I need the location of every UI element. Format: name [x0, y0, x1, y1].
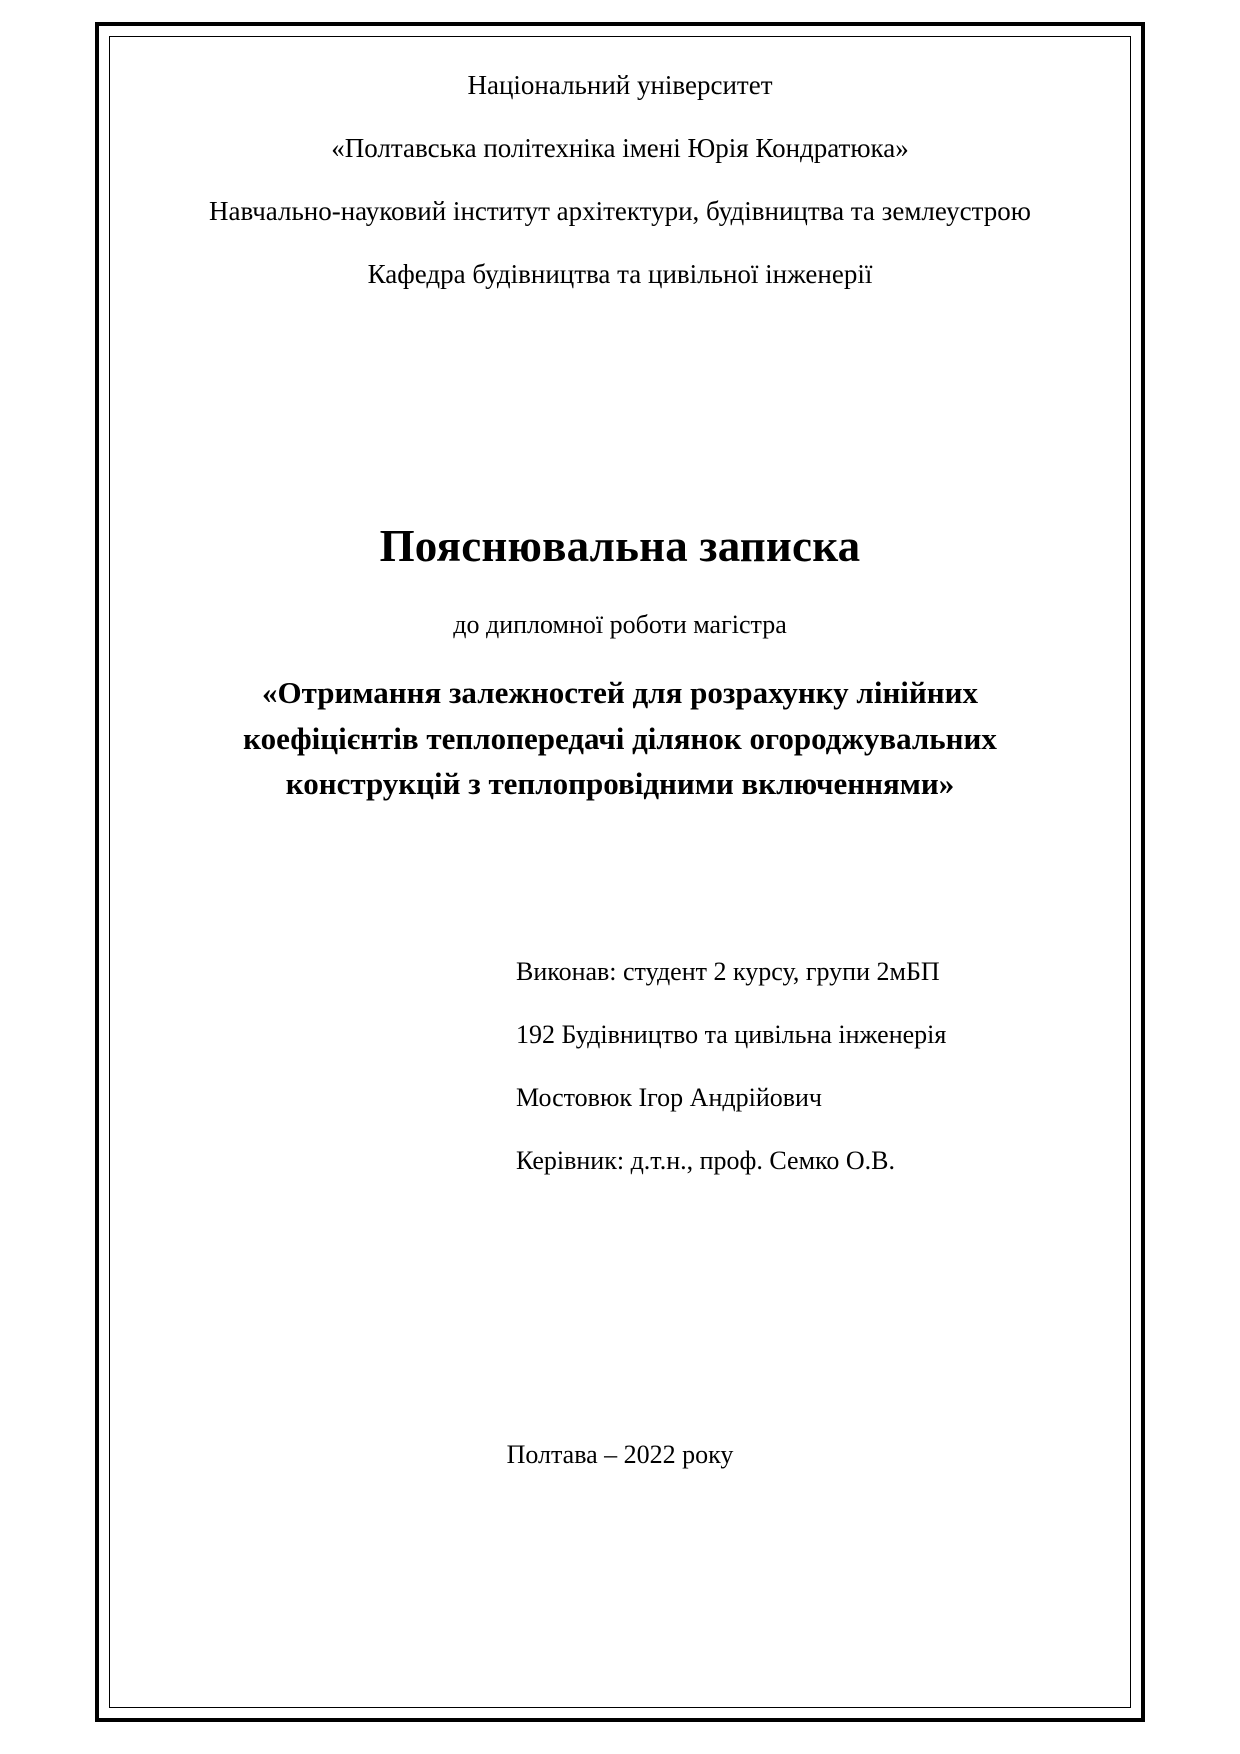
- author-line-supervisor: Керівник: д.т.н., проф. Семко О.В.: [516, 1145, 895, 1175]
- author-line-student-course-group: Виконав: студент 2 курсу, групи 2мБП: [516, 956, 940, 986]
- organization-line-department: Кафедра будівництва та цивільної інженерії: [367, 259, 873, 289]
- footer-place-year: Полтава – 2022 року: [506, 1439, 734, 1469]
- author-line-student-name: Мостовюк Ігор Андрійович: [516, 1082, 823, 1112]
- thesis-title: [120, 670, 1120, 807]
- author-line-speciality: 192 Будівництво та цивільна інженерія: [516, 1019, 947, 1049]
- organization-line-institute: Навчально-науковий інститут архітектури, будівництва та землеустрою: [209, 196, 1031, 226]
- organization-block: [120, 72, 1120, 288]
- document-subtitle: до дипломної роботи магістра: [453, 610, 787, 639]
- organization-line-university: Національний університет: [467, 70, 773, 100]
- organization-line-university-name: «Полтавська політехніка імені Юрія Кондратюка»: [331, 133, 909, 163]
- page-title: Пояснювальна записка: [379, 521, 861, 571]
- thesis-title-line-1: «Отримання залежностей для розрахунку лінійних: [262, 675, 978, 710]
- author-block: [120, 956, 1120, 1175]
- thesis-title-line-3: конструкцій з теплопровідними включеннями»: [285, 766, 955, 802]
- title-page-content: [120, 40, 1120, 1704]
- thesis-title-line-2: коефіцієнтів теплопередачі ділянок огороджувальних: [243, 720, 997, 756]
